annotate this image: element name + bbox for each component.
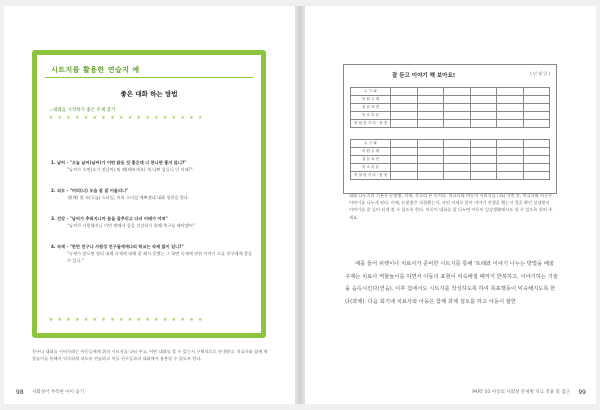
right-body-text: 예를 들어 피켓이나 치료사가 준비한 시트지를 통해 '또래와 이야기 나누는 방법을 배울 주제는 치료사 역할놀이를 하면서 아동의 표현이 익숙해질 때까지 반복하고, 이야기하는 기술을 습득시킨다(연습). 이후 집에서도 시트지를 작성하도록 하여 목표행동이 익숙해지도록 한다(과제). 다음 회기에 치료사와 아동은 함께 과제 검토를 하고 아동이 잘한 — [345, 261, 558, 305]
handout-box — [32, 50, 266, 338]
box-title: 시트지를 활용한 연습지 예 — [51, 66, 140, 74]
vine-divider: ❦ ❦ ❦ ❦ ❦ ❦ ❦ ❦ ❦ ❦ ❦ ❦ ❦ ❦ ❦ ❦ ❦ ❦ — [49, 115, 204, 121]
page-number-left: 98 — [16, 389, 24, 396]
question-item: 1. 날씨 - "오늘 날씨(날씨)가 어떤 맑음 것 좋은데 너 한나면 좋지 않니?" "날씨가 오면(오기 전날씨) 뭐 해(해보세요) 게 나쁘 힘들니 넌 어때?" — [51, 160, 193, 172]
question-item: 3. 건강 - "날씨가 추워지니까 몸을 잘추리고 다녀 어때가 어떠" "날씨가 시원해지니 이번 밖에서 몸을 건강하기 위해 축구를 해야겠어" — [51, 216, 195, 228]
worksheet — [343, 64, 557, 194]
right-page — [305, 6, 596, 404]
book-spine — [295, 6, 305, 404]
title-divider — [45, 77, 253, 78]
vine-divider-bottom: ❦ ❦ ❦ ❦ ❦ ❦ ❦ ❦ ❦ ❦ ❦ ❦ ❦ ❦ ❦ ❦ ❦ ❦ — [49, 317, 204, 323]
handout-title: 좋은 대화 하는 방법 — [120, 90, 178, 98]
question-item: 4. 숙제 - "한번 친구나 사람성 친구들에게나의 학교는 숙제 많이 있니?" "숙제가 많으면 정리 대해 숙제에 대해 잘 해서 못했는 그 하면 숙제에 관한 이야기 도를 친구에게 좋을 수 있니." — [51, 244, 253, 263]
left-page — [4, 6, 295, 404]
worksheet-date: ( 년 월 일 ) — [530, 71, 550, 76]
worksheet-caption: 대화 나누기의 기본은 눈맞춤, 자세, 목소리 톤 등이다. 치료사와 아동이 시트지를 나눠 가진 후, 치료사와 아동은 이야기를 나누게 된다. 이때, 눈맞춤은 적절했는지, 자연 자세로 앉아 이야기 진행을 했는지 얼굴 확인 상대방이 이야기를 잘 들어 되게 볼 수 있도록 한다. 아동이 대화를 잘 나누면 아동이 일상생활에서도 할 수 있도록 알려 주세요. — [349, 193, 553, 220]
question-item: 2. 외모 - "머리(너) 모습 잘 잘 어울리니" 생(해) 볼 모(오늘) 스타일, 머리 스타일 예쁘겠네 대화 칭찬을 한다. — [51, 188, 190, 200]
footer-left: 사회성이 부족한 아이 돕기 — [32, 390, 85, 395]
handout-subtitle: ♤대화를 시작하기 좋은 주제 찾기 — [49, 108, 116, 113]
page-number-right: 99 — [578, 389, 586, 396]
worksheet-table-b: 누 구 와 어 떤 주 제 질 문 표 현 목 소 리 톤 적 절 한 거 리 · 몸 짓 — [350, 139, 550, 180]
worksheet-table-a: 누 구 와 어 떤 주 제 질 문 표 현 목 소 리 톤 적 절 한 거 리 · 몸 짓 — [350, 87, 550, 128]
worksheet-title: 잘 듣고 이야기 해 보아요! — [392, 73, 456, 79]
footer-right: PART 03 아동의 사회성 문제별 치료 적용 및 접근 — [472, 390, 570, 395]
left-body-text: 친구나 대화를 이어가려는 아동들에게 위의 시트지를 나눠 주고, 어떤 대화를 할 수 있는지 구체적으로 안내한다. 치료사와 함께 역할놀이를 통해서 익숙하게 되도록 연습하고 이를 친구들과의 대화에서 유용할 수 있도록 한다. — [32, 349, 268, 361]
